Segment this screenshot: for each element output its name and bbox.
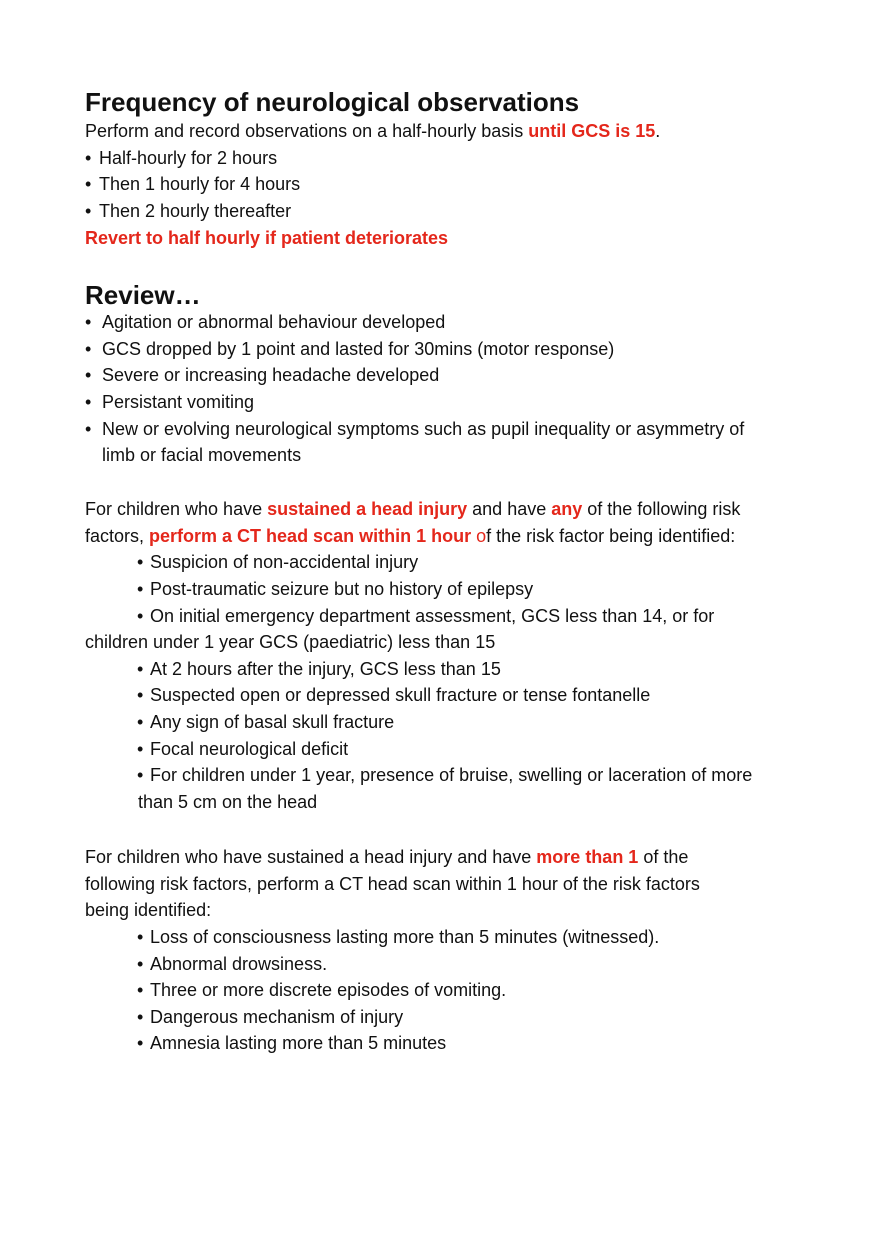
review-section xyxy=(85,309,840,469)
text: For children who have xyxy=(85,499,268,519)
list-item-text: Suspected open or depressed skull fracture or tense fontanelle xyxy=(150,685,651,706)
bullet-icon: • xyxy=(137,953,144,974)
list-item-text: Amnesia lasting more than 5 minutes xyxy=(150,1033,447,1054)
highlight: perform a CT head scan within 1 hour xyxy=(149,525,477,546)
list-item-text: Then 2 hourly thereafter xyxy=(99,200,292,221)
list-item-text: For children under 1 year, presence of bruise, swelling or laceration of more xyxy=(150,765,753,786)
list-item-text: Then 1 hourly for 4 hours xyxy=(99,174,301,195)
list-item-text: Focal neurological deficit xyxy=(150,738,349,759)
bullet-icon: • xyxy=(137,738,144,759)
bullet-icon: • xyxy=(85,200,92,221)
text: For children who have sustained a head injury and have xyxy=(85,847,537,867)
bullet-icon: • xyxy=(137,658,144,679)
intro-highlight: until GCS is 15 xyxy=(528,121,656,141)
highlight: any xyxy=(551,499,583,519)
frequency-intro xyxy=(85,118,840,145)
frequency-section xyxy=(85,118,840,251)
list-item-text: Agitation or abnormal behaviour developed xyxy=(102,312,446,332)
ct2-intro-line-2: following risk factors, perform a CT head scan within 1 hour of the risk factors xyxy=(85,873,700,894)
list-item-text: Post-traumatic seizure but no history of epilepsy xyxy=(150,578,534,599)
list-item xyxy=(85,362,840,389)
list-item xyxy=(85,709,840,736)
list-item xyxy=(85,762,840,789)
ct-intro-line-2 xyxy=(85,523,840,550)
bullet-icon: • xyxy=(137,605,144,626)
list-item xyxy=(85,416,840,443)
text: and have xyxy=(467,499,552,519)
bullet-icon: • xyxy=(137,1033,144,1054)
list-item xyxy=(85,682,840,709)
ct2-intro-line-1 xyxy=(85,844,840,871)
list-item xyxy=(85,603,840,630)
highlight: more than 1 xyxy=(536,847,639,867)
list-item-text: Any sign of basal skull fracture xyxy=(150,712,395,733)
bullet-icon: • xyxy=(137,712,144,733)
list-item-text: Severe or increasing headache developed xyxy=(102,365,440,386)
list-item xyxy=(85,1030,840,1057)
list-item-continuation: than 5 cm on the head xyxy=(138,792,318,813)
list-item xyxy=(85,736,840,763)
ct-intro-line-1 xyxy=(85,496,840,523)
frequency-heading: Frequency of neurological observations xyxy=(85,87,580,117)
list-item-text: Suspicion of non-accidental injury xyxy=(150,552,419,573)
highlight: o xyxy=(476,525,487,546)
list-item-text: New or evolving neurological symptoms such as pupil inequality or asymmetry of xyxy=(102,418,745,439)
bullet-icon: • xyxy=(137,578,144,599)
bullet-icon: • xyxy=(85,147,92,168)
text: of the following risk xyxy=(582,499,741,519)
list-item xyxy=(85,336,840,363)
ct-multiple-risk-section xyxy=(85,844,840,1057)
bullet-icon: • xyxy=(85,312,92,332)
list-item xyxy=(85,656,840,683)
deterioration-warning: Revert to half hourly if patient deteriorates xyxy=(85,227,449,248)
bullet-icon: • xyxy=(137,552,144,573)
review-heading: Review… xyxy=(85,280,201,310)
ct-any-risk-section xyxy=(85,496,840,816)
list-item-text: At 2 hours after the injury, GCS less than 15 xyxy=(150,658,501,679)
bullet-icon: • xyxy=(137,685,144,706)
bullet-icon: • xyxy=(137,926,144,947)
list-item-text: On initial emergency department assessment, GCS less than 14, or for xyxy=(150,605,715,626)
list-item xyxy=(85,198,840,225)
bullet-icon: • xyxy=(85,391,92,412)
list-item-text: Abnormal drowsiness. xyxy=(150,953,328,974)
ct2-intro-line-3: being identified: xyxy=(85,900,212,921)
list-item xyxy=(85,924,840,951)
list-item xyxy=(85,951,840,978)
text: factors, xyxy=(85,525,150,546)
list-item-text: Loss of consciousness lasting more than 5 minutes (witnessed). xyxy=(150,926,660,947)
bullet-icon: • xyxy=(85,418,92,439)
intro-text: Perform and record observations on a half-hourly basis xyxy=(85,121,529,141)
list-item xyxy=(85,171,840,198)
intro-period: . xyxy=(655,121,661,141)
bullet-icon: • xyxy=(85,365,92,386)
bullet-icon: • xyxy=(137,980,144,1001)
list-item xyxy=(85,576,840,603)
list-item-text: GCS dropped by 1 point and lasted for 30mins (motor response) xyxy=(102,338,615,359)
list-item xyxy=(85,1004,840,1031)
bullet-icon: • xyxy=(137,1006,144,1027)
list-item-text: Half-hourly for 2 hours xyxy=(99,147,278,168)
text: f the risk factor being identified: xyxy=(486,525,736,546)
list-item xyxy=(85,309,840,336)
list-item xyxy=(85,145,840,172)
list-item xyxy=(85,977,840,1004)
list-item-text: Persistant vomiting xyxy=(102,391,255,412)
list-item-continuation: children under 1 year GCS (paediatric) less than 15 xyxy=(85,632,496,653)
highlight: sustained a head injury xyxy=(267,499,468,519)
list-item xyxy=(85,389,840,416)
list-item-text: Three or more discrete episodes of vomiting. xyxy=(150,980,507,1001)
list-item-continuation: limb or facial movements xyxy=(102,445,302,466)
list-item-text: Dangerous mechanism of injury xyxy=(150,1006,404,1027)
list-item xyxy=(85,549,840,576)
bullet-icon: • xyxy=(85,338,92,359)
bullet-icon: • xyxy=(85,174,92,195)
text: of the xyxy=(638,847,689,867)
bullet-icon: • xyxy=(137,765,144,786)
